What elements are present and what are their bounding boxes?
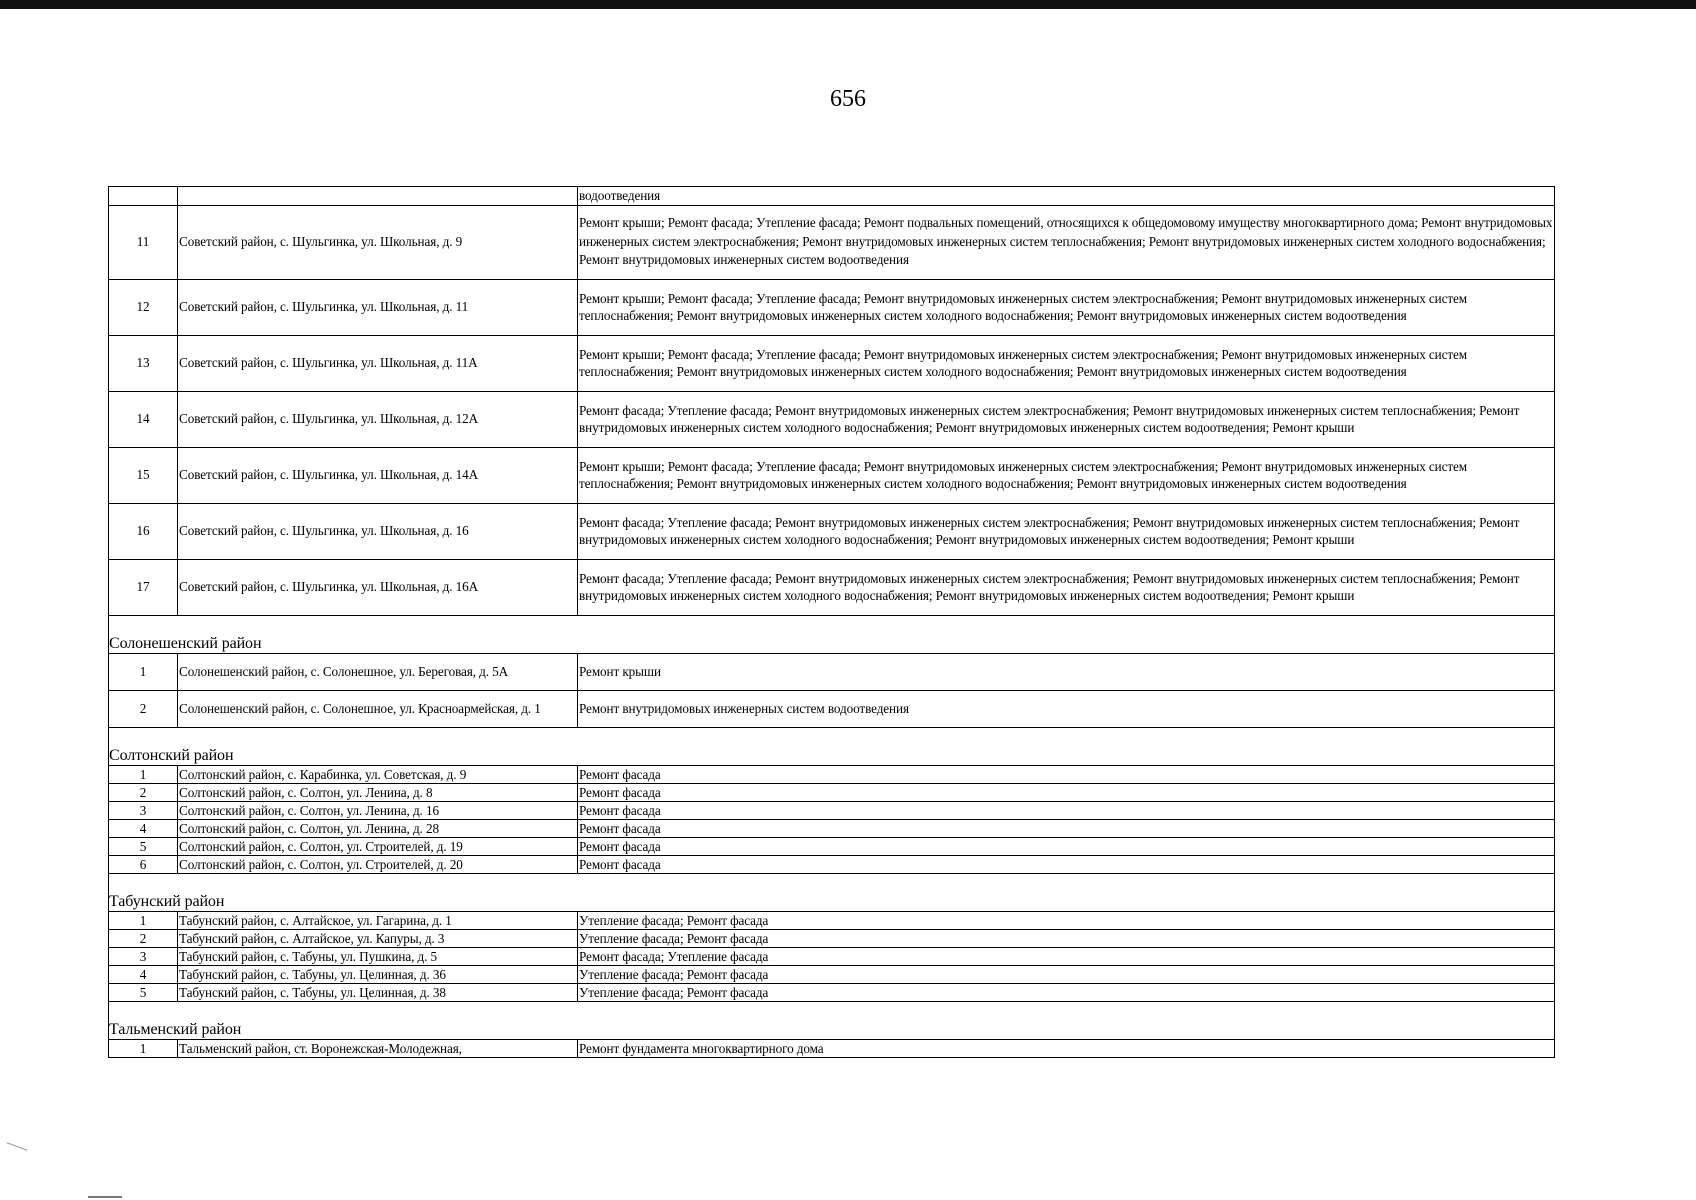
table-row xyxy=(109,819,1555,837)
table-row xyxy=(109,559,1555,615)
district-title: Солонешенский район xyxy=(109,615,1555,653)
table-row xyxy=(109,447,1555,503)
row-address: Солтонский район, с. Солтон, ул. Ленина, д. 8 xyxy=(178,783,578,801)
row-number: 1 xyxy=(109,911,178,929)
row-address: Солтонский район, с. Солтон, ул. Строителей, д. 20 xyxy=(178,855,578,873)
row-address: Солтонский район, с. Солтон, ул. Строителей, д. 19 xyxy=(178,837,578,855)
row-works: Ремонт фасада xyxy=(578,837,1555,855)
row-address: Советский район, с. Шульгинка, ул. Школьная, д. 16 xyxy=(178,503,578,559)
table-row xyxy=(109,929,1555,947)
row-address: Табунский район, с. Табуны, ул. Целинная, д. 36 xyxy=(178,965,578,983)
row-works: Утепление фасада; Ремонт фасада xyxy=(578,911,1555,929)
row-works: Утепление фасада; Ремонт фасада xyxy=(578,929,1555,947)
row-works: Ремонт фасада xyxy=(578,801,1555,819)
continuation-row xyxy=(109,187,1555,206)
row-address: Солтонский район, с. Карабинка, ул. Советская, д. 9 xyxy=(178,765,578,783)
row-works: Утепление фасада; Ремонт фасада xyxy=(578,983,1555,1001)
table-row xyxy=(109,335,1555,391)
table-row xyxy=(109,503,1555,559)
scan-top-border xyxy=(0,0,1696,9)
table-row xyxy=(109,983,1555,1001)
row-number: 2 xyxy=(109,690,178,727)
row-number: 2 xyxy=(109,929,178,947)
district-title: Табунский район xyxy=(109,873,1555,911)
row-works: Ремонт фасада xyxy=(578,765,1555,783)
table-row xyxy=(109,391,1555,447)
scan-artifact xyxy=(6,1142,27,1150)
row-works: Ремонт крыши; Ремонт фасада; Утепление фасада; Ремонт внутридомовых инженерных систем электроснабжения; Ремонт внутридомовых инженерных систем теплоснабжения; Ремонт внутридомовых инженерных систем холодного водоснабжения; Ремонт внутридомовых инженерных систем водоотведения xyxy=(578,279,1555,335)
row-address xyxy=(178,187,578,206)
row-number: 2 xyxy=(109,783,178,801)
row-address: Солонешенский район, с. Солонешное, ул. Красноармейская, д. 1 xyxy=(178,690,578,727)
row-address: Советский район, с. Шульгинка, ул. Школьная, д. 14А xyxy=(178,447,578,503)
district-title: Тальменский район xyxy=(109,1001,1555,1039)
table-row xyxy=(109,801,1555,819)
row-address: Солтонский район, с. Солтон, ул. Ленина, д. 28 xyxy=(178,819,578,837)
row-works: Ремонт крыши; Ремонт фасада; Утепление фасада; Ремонт внутридомовых инженерных систем электроснабжения; Ремонт внутридомовых инженерных систем теплоснабжения; Ремонт внутридомовых инженерных систем холодного водоснабжения; Ремонт внутридомовых инженерных систем водоотведения xyxy=(578,447,1555,503)
row-works: Ремонт фасада; Утепление фасада; Ремонт внутридомовых инженерных систем электроснабжения; Ремонт внутридомовых инженерных систем теплоснабжения; Ремонт внутридомовых инженерных систем холодного водоснабжения; Ремонт внутридомовых инженерных систем водоотведения; Ремонт крыши xyxy=(578,559,1555,615)
row-works: Ремонт фасада; Утепление фасада; Ремонт внутридомовых инженерных систем электроснабжения; Ремонт внутридомовых инженерных систем теплоснабжения; Ремонт внутридомовых инженерных систем холодного водоснабжения; Ремонт внутридомовых инженерных систем водоотведения; Ремонт крыши xyxy=(578,503,1555,559)
table-row xyxy=(109,765,1555,783)
district-title: Солтонский район xyxy=(109,727,1555,765)
table-row xyxy=(109,690,1555,727)
row-number xyxy=(109,187,178,206)
district-header-row xyxy=(109,873,1555,911)
row-address: Советский район, с. Шульгинка, ул. Школьная, д. 12А xyxy=(178,391,578,447)
row-number: 5 xyxy=(109,837,178,855)
table-row xyxy=(109,653,1555,690)
row-number: 17 xyxy=(109,559,178,615)
row-number: 3 xyxy=(109,947,178,965)
table-row xyxy=(109,965,1555,983)
row-address: Советский район, с. Шульгинка, ул. Школьная, д. 16А xyxy=(178,559,578,615)
row-address: Солтонский район, с. Солтон, ул. Ленина, д. 16 xyxy=(178,801,578,819)
row-address: Советский район, с. Шульгинка, ул. Школьная, д. 9 xyxy=(178,205,578,279)
row-works: Ремонт фасада xyxy=(578,819,1555,837)
row-works: Утепление фасада; Ремонт фасада xyxy=(578,965,1555,983)
table-row xyxy=(109,947,1555,965)
district-header-row xyxy=(109,615,1555,653)
row-works: Ремонт крыши; Ремонт фасада; Утепление фасада; Ремонт подвальных помещений, относящихся к общедомовому имуществу многоквартирного дома; Ремонт внутридомовых инженерных систем электроснабжения; Ремонт внутридомовых инженерных систем теплоснабжения; Ремонт внутридомовых инженерных систем холодного водоснабжения; Ремонт внутридомовых инженерных систем водоотведения xyxy=(578,205,1555,279)
row-works: Ремонт фасада; Утепление фасада; Ремонт внутридомовых инженерных систем электроснабжения; Ремонт внутридомовых инженерных систем теплоснабжения; Ремонт внутридомовых инженерных систем холодного водоснабжения; Ремонт внутридомовых инженерных систем водоотведения; Ремонт крыши xyxy=(578,391,1555,447)
row-number: 16 xyxy=(109,503,178,559)
row-address: Табунский район, с. Алтайское, ул. Гагарина, д. 1 xyxy=(178,911,578,929)
row-number: 6 xyxy=(109,855,178,873)
row-number: 13 xyxy=(109,335,178,391)
row-address: Советский район, с. Шульгинка, ул. Школьная, д. 11А xyxy=(178,335,578,391)
district-header-row xyxy=(109,727,1555,765)
repair-works-table xyxy=(108,186,1555,1058)
row-address: Советский район, с. Шульгинка, ул. Школьная, д. 11 xyxy=(178,279,578,335)
row-number: 11 xyxy=(109,205,178,279)
row-number: 5 xyxy=(109,983,178,1001)
table-row xyxy=(109,783,1555,801)
table-row xyxy=(109,911,1555,929)
table-row xyxy=(109,837,1555,855)
row-number: 12 xyxy=(109,279,178,335)
row-works: Ремонт крыши; Ремонт фасада; Утепление фасада; Ремонт внутридомовых инженерных систем электроснабжения; Ремонт внутридомовых инженерных систем теплоснабжения; Ремонт внутридомовых инженерных систем холодного водоснабжения; Ремонт внутридомовых инженерных систем водоотведения xyxy=(578,335,1555,391)
row-number: 1 xyxy=(109,765,178,783)
row-number: 1 xyxy=(109,653,178,690)
page-number: 656 xyxy=(830,86,866,112)
table-row xyxy=(109,205,1555,279)
row-works: Ремонт фундамента многоквартирного дома xyxy=(578,1039,1555,1057)
row-address: Табунский район, с. Алтайское, ул. Капуры, д. 3 xyxy=(178,929,578,947)
row-number: 15 xyxy=(109,447,178,503)
table-row xyxy=(109,1039,1555,1057)
row-number: 3 xyxy=(109,801,178,819)
row-address: Тальменский район, ст. Воронежская-Молодежная, xyxy=(178,1039,578,1057)
row-number: 1 xyxy=(109,1039,178,1057)
row-works: водоотведения xyxy=(578,187,1555,206)
row-number: 4 xyxy=(109,965,178,983)
row-address: Табунский район, с. Табуны, ул. Пушкина, д. 5 xyxy=(178,947,578,965)
table-row xyxy=(109,279,1555,335)
row-address: Солонешенский район, с. Солонешное, ул. Береговая, д. 5А xyxy=(178,653,578,690)
row-works: Ремонт фасада; Утепление фасада xyxy=(578,947,1555,965)
row-works: Ремонт фасада xyxy=(578,855,1555,873)
row-works: Ремонт фасада xyxy=(578,783,1555,801)
row-works: Ремонт крыши xyxy=(578,653,1555,690)
district-header-row xyxy=(109,1001,1555,1039)
row-works: Ремонт внутридомовых инженерных систем водоотведения xyxy=(578,690,1555,727)
row-number: 4 xyxy=(109,819,178,837)
table-row xyxy=(109,855,1555,873)
scan-artifact xyxy=(88,1196,122,1198)
row-address: Табунский район, с. Табуны, ул. Целинная, д. 38 xyxy=(178,983,578,1001)
row-number: 14 xyxy=(109,391,178,447)
